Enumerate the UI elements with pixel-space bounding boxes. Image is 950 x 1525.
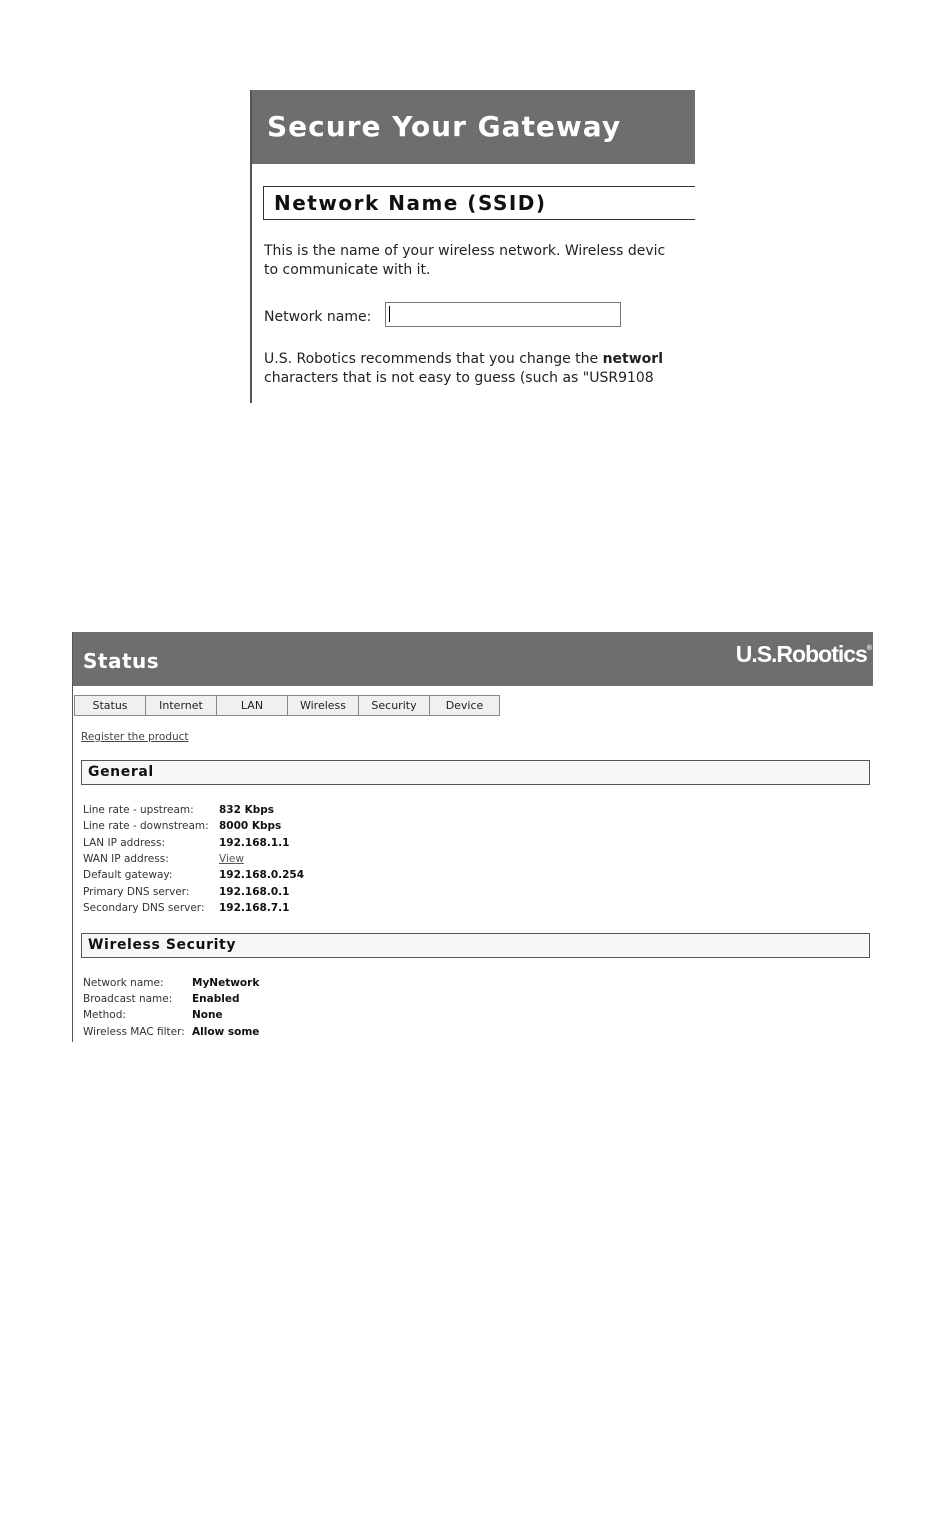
usrobotics-logo: [736, 641, 871, 668]
ssid-section-header: [263, 186, 695, 220]
info-label: Broadcast name:: [83, 993, 173, 1005]
recommendation-text: U.S. Robotics recommends that you change the: [264, 351, 603, 367]
registered-mark: ®: [866, 645, 871, 652]
wan-ip-view-link[interactable]: View: [219, 853, 244, 865]
page-header-banner: [252, 90, 695, 164]
secure-gateway-screenshot: [250, 90, 695, 403]
info-label: Line rate - upstream:: [83, 804, 194, 816]
info-value: MyNetwork: [192, 977, 260, 989]
info-label: Wireless MAC filter:: [83, 1026, 185, 1038]
info-label: Primary DNS server:: [83, 886, 190, 898]
status-page-title: Status: [83, 649, 160, 673]
info-value: 192.168.0.1: [219, 886, 290, 898]
wireless-security-section-header: [81, 933, 870, 958]
logo-text: U.S.Robotics: [735, 641, 867, 667]
info-value: 192.168.1.1: [219, 837, 290, 849]
network-name-input[interactable]: [385, 302, 621, 327]
tab-device[interactable]: Device: [429, 695, 500, 716]
info-label: LAN IP address:: [83, 837, 166, 849]
tab-security[interactable]: Security: [358, 695, 429, 716]
info-label: Network name:: [83, 977, 164, 989]
info-value: Enabled: [192, 993, 240, 1005]
general-section-header: [81, 760, 870, 785]
section-title: Network Name (SSID): [274, 191, 547, 215]
info-label: Method:: [83, 1009, 126, 1021]
tab-bar: [74, 695, 500, 716]
info-value: Allow some: [192, 1026, 260, 1038]
info-value: 192.168.7.1: [219, 902, 290, 914]
tab-lan[interactable]: LAN: [216, 695, 287, 716]
status-header-banner: [73, 632, 873, 686]
page-title: Secure Your Gateway: [267, 110, 622, 143]
register-product-link[interactable]: Register the product: [81, 731, 189, 743]
info-value: 8000 Kbps: [219, 820, 282, 832]
general-section-title: General: [88, 764, 154, 780]
info-label: Line rate - downstream:: [83, 820, 209, 832]
ssid-description-line-1: This is the name of your wireless network. Wireless devic: [264, 243, 666, 259]
network-name-label: Network name:: [264, 309, 372, 325]
recommendation-bold-text: networl: [602, 351, 664, 367]
info-value: 192.168.0.254: [219, 869, 305, 881]
tab-internet[interactable]: Internet: [145, 695, 216, 716]
ssid-description-line-2: to communicate with it.: [264, 262, 431, 278]
status-screenshot: [72, 632, 873, 1042]
info-value: 832 Kbps: [219, 804, 274, 816]
recommendation-line-2: characters that is not easy to guess (such as "USR9108: [264, 370, 654, 386]
tab-wireless[interactable]: Wireless: [287, 695, 358, 716]
text-caret: [389, 306, 390, 322]
tab-status[interactable]: Status: [74, 695, 145, 716]
info-label: Secondary DNS server:: [83, 902, 205, 914]
info-label: Default gateway:: [83, 869, 173, 881]
info-value: None: [192, 1009, 223, 1021]
info-label: WAN IP address:: [83, 853, 169, 865]
recommendation-line-1: [264, 350, 663, 369]
wireless-security-section-title: Wireless Security: [88, 937, 237, 953]
